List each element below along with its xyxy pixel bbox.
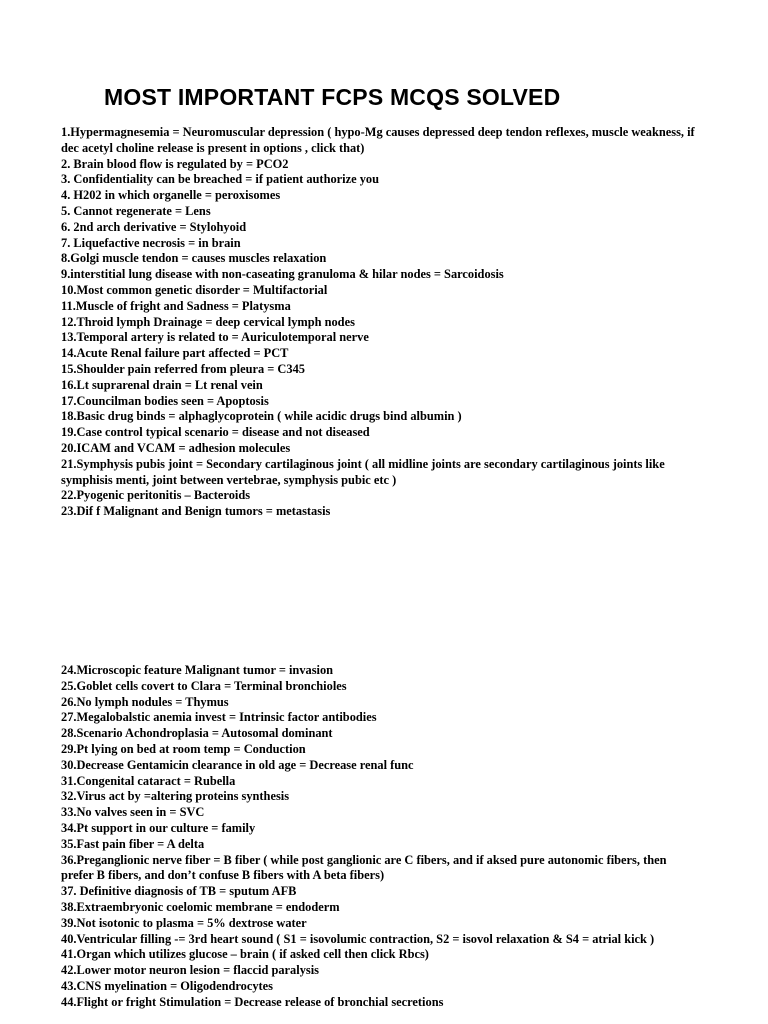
- list-item: 10.Most common genetic disorder = Multifactorial: [61, 282, 328, 297]
- page-title: MOST IMPORTANT FCPS MCQS SOLVED: [104, 84, 561, 110]
- list-item: 25.Goblet cells covert to Clara = Terminal bronchioles: [61, 678, 347, 693]
- list-item: 9.interstitial lung disease with non-caseating granuloma & hilar nodes = Sarcoidosis: [61, 267, 504, 282]
- list-item: 26.No lymph nodules = Thymus: [61, 694, 229, 709]
- list-item: 31.Congenital cataract = Rubella: [61, 773, 236, 788]
- list-item: 2. Brain blood flow is regulated by = PCO2: [61, 156, 289, 171]
- list-item: 20.ICAM and VCAM = adhesion molecules: [61, 440, 291, 455]
- list-item: 7. Liquefactive necrosis = in brain: [61, 235, 241, 250]
- list-item: 5. Cannot regenerate = Lens: [61, 203, 211, 218]
- list-item: 3. Confidentiality can be breached = if patient authorize you: [61, 172, 379, 187]
- list-item: 24.Microscopic feature Malignant tumor = invasion: [61, 663, 334, 677]
- list-item: 11.Muscle of fright and Sadness = Platysma: [61, 298, 291, 313]
- list-item: 37. Definitive diagnosis of TB = sputum AFB: [61, 884, 297, 899]
- list-item: 33.No valves seen in = SVC: [61, 805, 205, 820]
- list-item: 23.Dif f Malignant and Benign tumors = metastasis: [61, 504, 331, 519]
- list-item: 43.CNS myelination = Oligodendrocytes: [61, 978, 273, 993]
- list-item: 38.Extraembryonic coelomic membrane = endoderm: [61, 899, 340, 914]
- list-item: 41.Organ which utilizes glucose – brain ( if asked cell then click Rbcs): [61, 947, 429, 962]
- list-item: 35.Fast pain fiber = A delta: [61, 836, 205, 851]
- list-item: 34.Pt support in our culture = family: [61, 820, 256, 835]
- list-item: 19.Case control typical scenario = disease and not diseased: [61, 425, 370, 440]
- list-item: 39.Not isotonic to plasma = 5% dextrose water: [61, 915, 307, 930]
- list-item: 1.Hypermagnesemia = Neuromuscular depression ( hypo-Mg causes depressed deep tendon reflexes, muscle weakness, if dec acetyl choline release is present in options , click that): [61, 125, 695, 155]
- list-item: 36.Preganglionic nerve fiber = B fiber ( while post ganglionic are C fibers, and if aksed pure autonomic fibers, then prefer B fibers, and don’t confuse B fibers with A beta fibers): [61, 852, 667, 883]
- list-item: 29.Pt lying on bed at room temp = Conduction: [61, 741, 306, 756]
- list-item: 32.Virus act by =altering proteins synthesis: [61, 789, 290, 804]
- mcq-list-part-2: [61, 663, 701, 1011]
- list-item: 28.Scenario Achondroplasia = Autosomal dominant: [61, 726, 333, 741]
- list-item: 15.Shoulder pain referred from pleura = C345: [61, 361, 305, 376]
- list-item: 18.Basic drug binds = alphaglycoprotein ( while acidic drugs bind albumin ): [61, 409, 462, 424]
- list-item: 14.Acute Renal failure part affected = PCT: [61, 346, 289, 361]
- mcq-list-part-1: [61, 125, 701, 520]
- list-item: 44.Flight or fright Stimulation = Decrease release of bronchial secretions: [61, 994, 444, 1009]
- list-item: 42.Lower motor neuron lesion = flaccid paralysis: [61, 963, 319, 978]
- list-item: 30.Decrease Gentamicin clearance in old age = Decrease renal func: [61, 757, 414, 772]
- list-item: 27.Megalobalstic anemia invest = Intrinsic factor antibodies: [61, 710, 377, 725]
- list-item: 12.Throid lymph Drainage = deep cervical lymph nodes: [61, 314, 355, 329]
- list-item: 6. 2nd arch derivative = Stylohyoid: [61, 219, 247, 234]
- list-item: 16.Lt suprarenal drain = Lt renal vein: [61, 377, 263, 392]
- list-item: 13.Temporal artery is related to = Auriculotemporal nerve: [61, 330, 369, 345]
- list-item: 22.Pyogenic peritonitis – Bacteroids: [61, 488, 251, 503]
- list-item: 8.Golgi muscle tendon = causes muscles relaxation: [61, 251, 327, 266]
- list-item: 17.Councilman bodies seen = Apoptosis: [61, 393, 269, 408]
- list-item: 4. H202 in which organelle = peroxisomes: [61, 188, 281, 203]
- list-item: 40.Ventricular filling -= 3rd heart sound ( S1 = isovolumic contraction, S2 = isovol relaxation & S4 = atrial kick ): [61, 931, 655, 946]
- list-item: 21.Symphysis pubis joint = Secondary cartilaginous joint ( all midline joints are secondary cartilaginous joints like symphisis menti, joint between vertebrae, symphysis pubic etc ): [61, 456, 665, 487]
